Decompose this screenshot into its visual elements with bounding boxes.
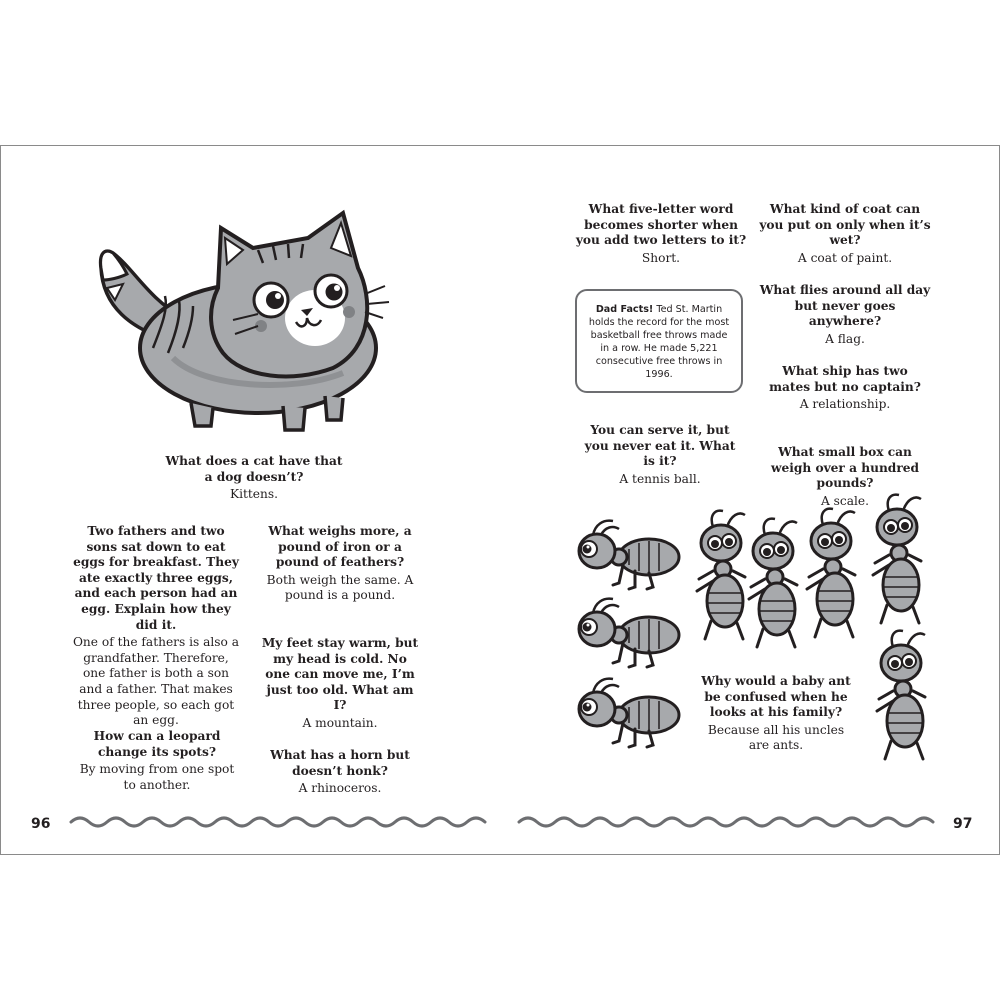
joke-question: What small box can weigh over a hundred pounds? (770, 445, 920, 491)
page-number: 97 (953, 816, 973, 832)
ant-family-illustration (573, 491, 953, 771)
joke-answer: A mountain. (302, 715, 378, 730)
joke-question: What flies around all day but never goes anywhere? (759, 283, 931, 329)
joke-question: What ship has two mates but no captain? (769, 364, 921, 394)
joke-question: How can a leopard change its spots? (93, 729, 221, 759)
page-number: 96 (31, 816, 51, 832)
wave-divider (517, 814, 935, 830)
joke-tennis-ball (577, 423, 743, 487)
joke-cat (161, 454, 347, 503)
joke-answer: A tennis ball. (619, 471, 701, 486)
joke-question: What has a horn but doesn’t honk? (270, 748, 410, 778)
cat-illustration (93, 208, 403, 438)
joke-question: What kind of coat can you put on only when it’s wet? (759, 202, 931, 248)
joke-question: My feet stay warm, but my head is cold. No one can move me, I’m just too old. What am I? (261, 636, 419, 713)
joke-answer: A rhinoceros. (298, 781, 382, 796)
joke-answer: A flag. (825, 331, 865, 346)
book-spread (0, 145, 1000, 855)
left-page (1, 146, 501, 854)
joke-question: What weighs more, a pound of iron or a pound of feathers? (268, 524, 412, 570)
joke-rhinoceros (267, 748, 413, 797)
joke-question: What five-letter word becomes shorter when you add two letters to it? (575, 202, 747, 248)
joke-answer: A relationship. (799, 397, 891, 412)
joke-mountain (261, 636, 419, 732)
dad-facts-text: Ted St. Martin holds the record for the most basketball free throws made in a row. He made 5,221 consecutive free throws in 1996. (588, 304, 730, 380)
joke-question: You can serve it, but you never eat it. What is it? (584, 423, 736, 469)
dad-facts-box (575, 289, 743, 393)
joke-iron-feathers (265, 524, 415, 604)
joke-question: Two fathers and two sons sat down to eat eggs for breakfast. They ate exactly three eggs, and each person had an egg. Explain how they did it. (73, 524, 239, 632)
joke-answer: Because all his uncles are ants. (707, 722, 845, 753)
joke-answer: Kittens. (230, 487, 278, 502)
joke-coat (757, 202, 933, 266)
joke-question: What does a cat have that a dog doesn’t? (165, 454, 343, 484)
joke-answer: By moving from one spot to another. (79, 762, 235, 792)
wave-divider (69, 814, 487, 830)
joke-answer: Short. (641, 250, 681, 265)
right-page (501, 146, 999, 854)
joke-question: Why would a baby ant be confused when he looks at his family? (701, 674, 851, 720)
joke-answer: Both weigh the same. A pound is a pound. (266, 572, 414, 603)
joke-relationship (765, 364, 925, 413)
joke-short (573, 202, 749, 266)
joke-leopard (79, 729, 235, 793)
joke-fathers-sons (71, 524, 241, 729)
dad-facts-label: Dad Facts! (595, 304, 654, 315)
joke-answer: A scale. (820, 493, 869, 508)
joke-answer: One of the fathers is also a grandfather. Therefore, one father is both a son and a father. That makes three people, so each got an egg. (72, 635, 240, 728)
joke-flag (757, 283, 933, 347)
joke-answer: A coat of paint. (797, 250, 893, 265)
